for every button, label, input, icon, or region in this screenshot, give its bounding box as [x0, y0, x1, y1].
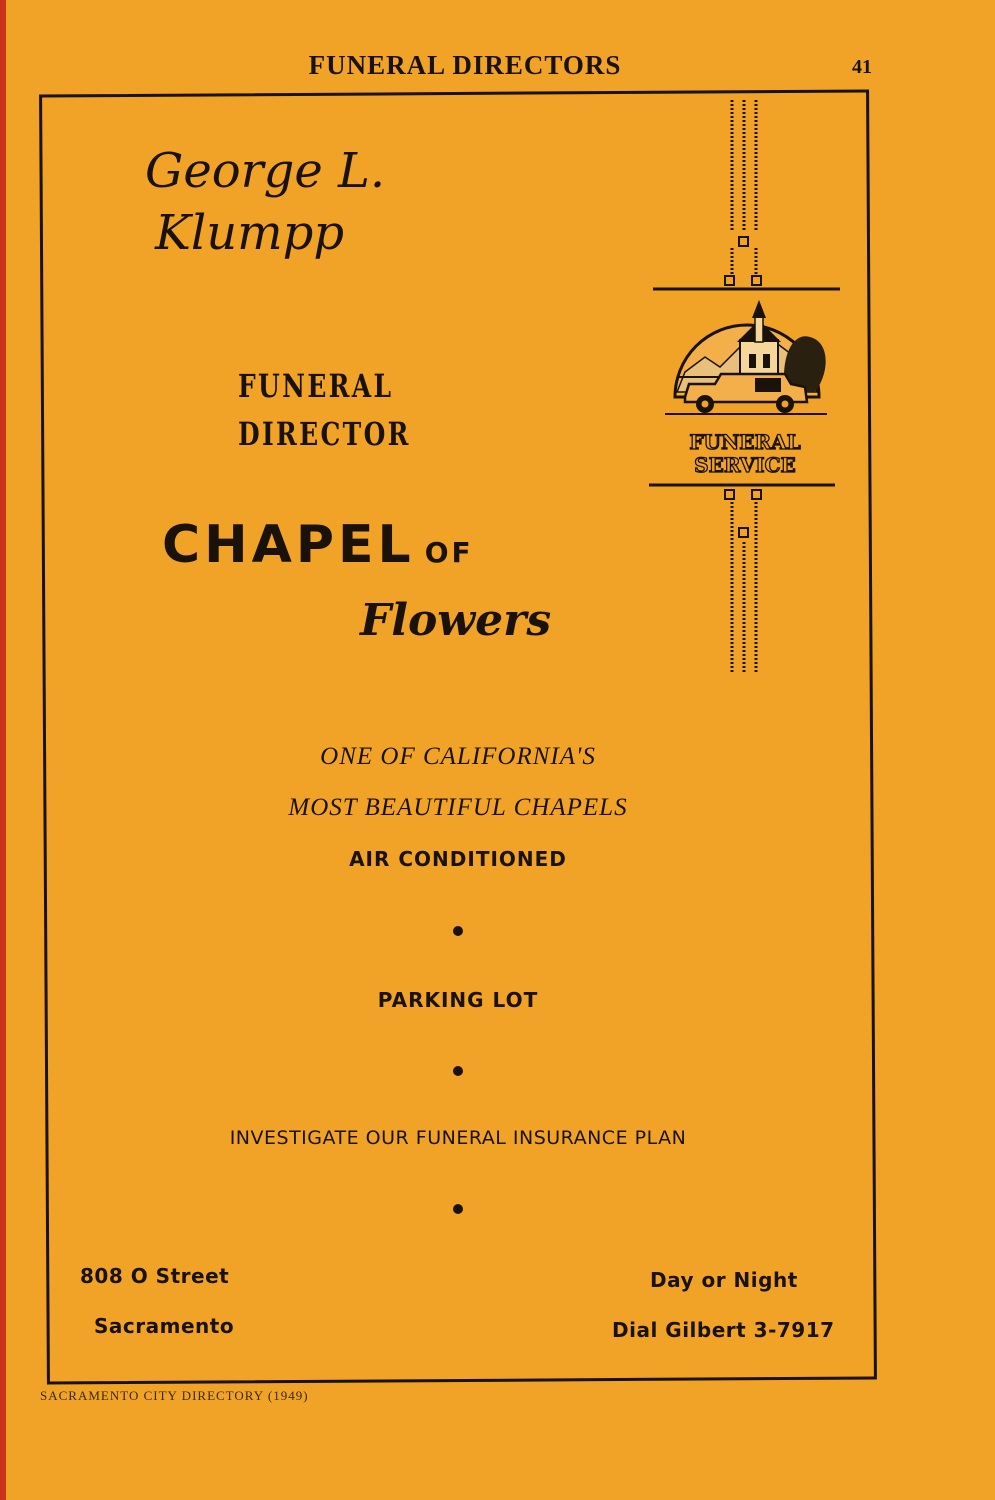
feature-air-conditioned: AIR CONDITIONED [349, 847, 567, 871]
proprietor-last-name: Klumpp [155, 205, 345, 261]
flowers-word: Flowers [360, 595, 552, 646]
page-number: 41 [852, 56, 872, 78]
contact-phone: Dial Gilbert 3-7917 [612, 1318, 835, 1342]
business-name [162, 515, 474, 575]
directory-imprint: SACRAMENTO CITY DIRECTORY (1949) [40, 1388, 309, 1403]
emblem-text-line-2: SERVICE [694, 453, 796, 477]
bullet-divider [453, 1066, 463, 1076]
bullet-divider [453, 926, 463, 936]
tagline-1: ONE OF CALIFORNIA'S [320, 743, 596, 770]
chapel-word: CHAPEL [162, 515, 415, 575]
proprietor-name [145, 140, 545, 264]
role-line-1: FUNERAL [238, 367, 394, 405]
role-line-2: DIRECTOR [238, 415, 411, 453]
chapel-scene-icon [665, 300, 827, 414]
address-street: 808 O Street [80, 1264, 230, 1288]
address-city: Sacramento [94, 1314, 235, 1338]
feature-insurance-plan: INVESTIGATE OUR FUNERAL INSURANCE PLAN [229, 1127, 687, 1149]
contact-hours: Day or Night [650, 1268, 798, 1292]
emblem-text-line-1: FUNERAL [689, 430, 801, 454]
feature-parking-lot: PARKING LOT [377, 988, 539, 1012]
proprietor-role [238, 362, 425, 458]
proprietor-first-name: George L. [145, 143, 386, 199]
upper-dotted-band [725, 100, 761, 285]
section-title: FUNERAL DIRECTORS [308, 50, 622, 80]
of-word: OF [424, 536, 474, 569]
tagline-2: MOST BEAUTIFUL CHAPELS [288, 794, 628, 821]
funeral-service-emblem [645, 92, 845, 682]
lower-dotted-band [725, 490, 761, 672]
bullet-divider [453, 1204, 463, 1214]
